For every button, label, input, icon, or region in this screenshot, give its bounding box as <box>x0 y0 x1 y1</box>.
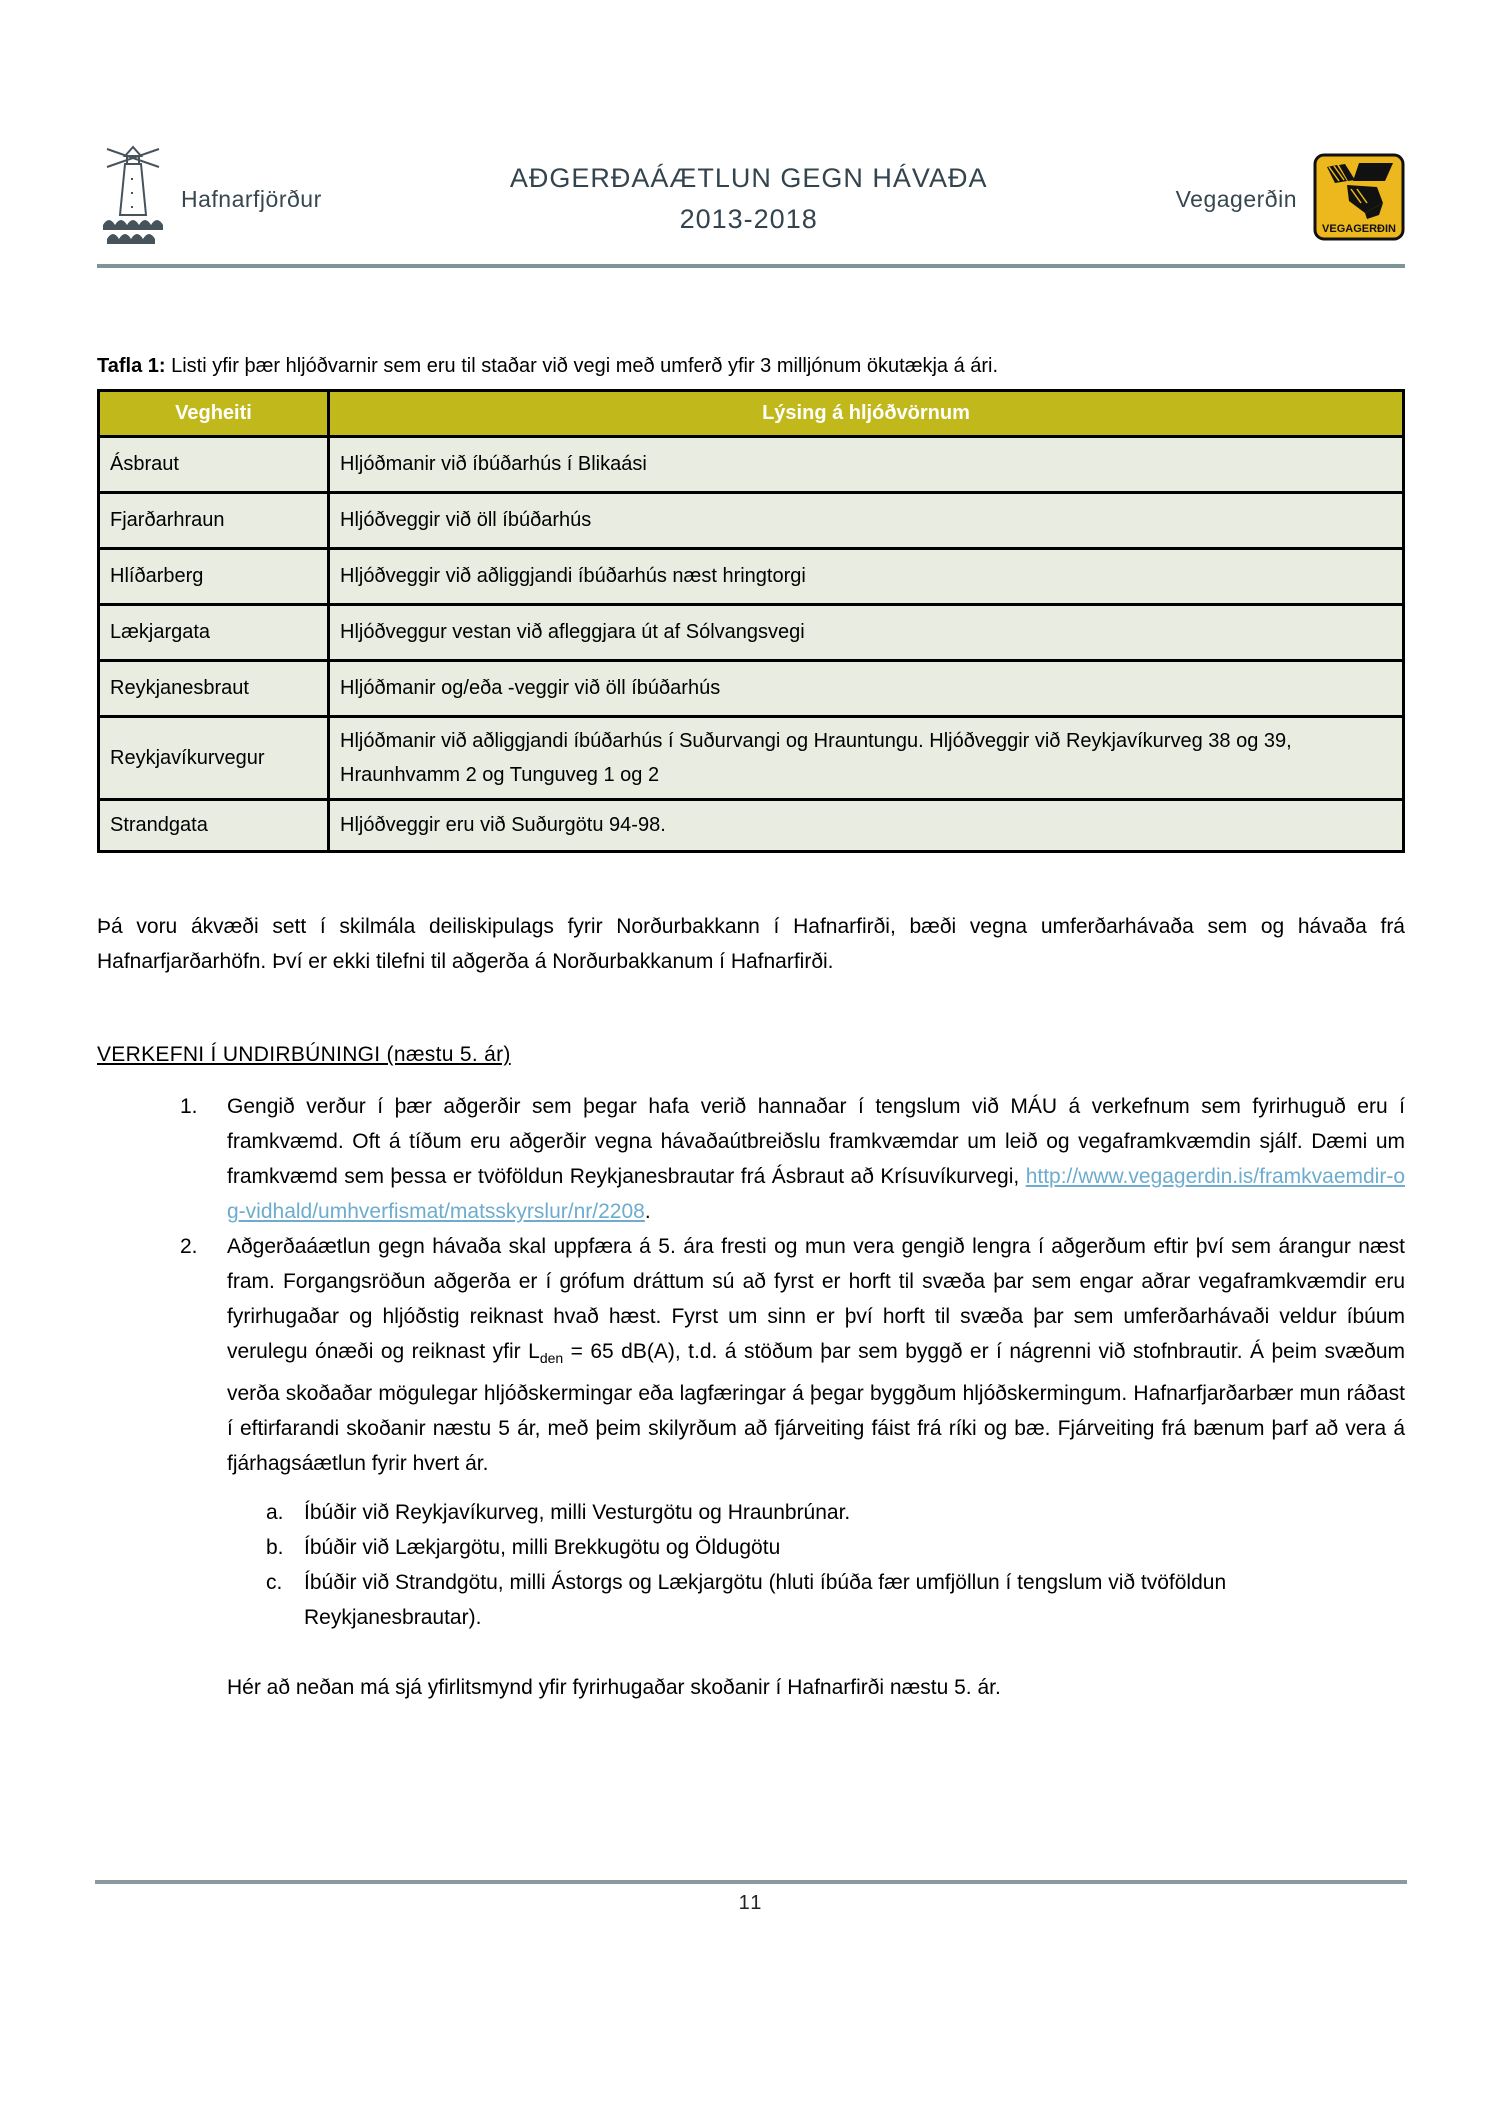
table-caption-label: Tafla 1: <box>97 355 166 377</box>
sub-item-text: Íbúðir við Reykjavíkurveg, milli Vesturgötu og Hraunbrúnar. <box>304 1501 851 1525</box>
lettered-sub-list <box>97 1495 1405 1635</box>
table-row <box>99 717 1404 800</box>
table-row <box>99 493 1404 549</box>
description-cell: Hljóðmanir við aðliggjandi íbúðarhús í Suðurvangi og Hrauntungu. Hljóðveggir við Reykjavíkurveg 38 og 39, Hraunhvamm 2 og Tunguveg 1 og 2 <box>329 717 1404 800</box>
list-item-number: 2. <box>180 1235 198 1258</box>
description-cell: Hljóðveggur vestan við afleggjara út af Sólvangsvegi <box>329 605 1404 661</box>
vegagerdin-report-link[interactable]: http://www.vegagerdin.is/framkvaemdir-og-vidhald/umhverfismat/matsskyrslur/nr/2208 <box>227 1165 1405 1223</box>
sub-item-letter: b. <box>266 1536 284 1560</box>
closing-paragraph: Hér að neðan má sjá yfirlitsmynd yfir fyrirhugaðar skoðanir í Hafnarfirði næstu 5. ár. <box>227 1676 1001 1700</box>
agency-block <box>1176 153 1405 246</box>
road-name-cell: Reykjanesbraut <box>99 661 329 717</box>
svg-text:VEGAGERÐIN: VEGAGERÐIN <box>1322 222 1396 235</box>
table-row <box>99 437 1404 493</box>
list-item-number: 1. <box>180 1095 198 1118</box>
item2-text-part2: = 65 dB(A), t.d. á stöðum þar sem byggð er í nágrenni við stofnbrautir. Á þeim svæðum verða skoðaðar mögulegar hljóðskermingar eða lagfæringar á þegar byggðum hljóðskermingum. Hafnarfjarðarbær mun ráðast í eftirfarandi skoðanir næstu 5 ár, með þeim skilyrðum að fjárveiting fáist frá ríki og bæ. Fjárveiting frá bænum þarf að vera á fjárhagsáætlun fyrir hvert ár. <box>227 1340 1405 1476</box>
table-header-row <box>99 391 1404 437</box>
column-header-vegheiti: Vegheiti <box>99 391 329 437</box>
page-number: 11 <box>738 1892 764 1914</box>
list-item-text <box>227 1229 1405 1481</box>
header-divider <box>97 264 1405 268</box>
table-row <box>99 605 1404 661</box>
item1-text-after-link: . <box>644 1200 651 1223</box>
road-name-cell: Fjarðarhraun <box>99 493 329 549</box>
document-title: AÐGERÐAÁÆTLUN GEGN HÁVAÐA <box>509 163 988 193</box>
municipality-block <box>97 141 322 258</box>
road-name-cell: Hlíðarberg <box>99 549 329 605</box>
sub-item-a <box>266 1495 1405 1530</box>
description-cell: Hljóðmanir við íbúðarhús í Blikaási <box>329 437 1404 493</box>
lden-subscript: den <box>539 1350 564 1367</box>
sub-item-letter: c. <box>266 1571 283 1595</box>
table-row <box>99 800 1404 852</box>
road-name-cell: Lækjargata <box>99 605 329 661</box>
sub-item-c <box>266 1565 1405 1635</box>
item1-text-before-link: Gengið verður í þær aðgerðir sem þegar hafa verið hannaðar í tengslum við MÁU á verkefnum sem fyrirhuguð eru í framkvæmd. Oft á tíðum eru aðgerðir vegna hávaðaútbreiðslu framkvæmdar um leið og vegaframkvæmdin sjálf. Dæmi um framkvæmd sem þessa er tvöföldun Reykjanesbrautar frá Ásbraut að Krísuvíkurvegi, <box>227 1095 1405 1188</box>
vegagerdin-logo-icon <box>1313 153 1405 246</box>
section-heading: VERKEFNI Í UNDIRBÚNINGI (næstu 5. ár) <box>97 1043 511 1066</box>
table-row <box>99 661 1404 717</box>
noise-barrier-table <box>97 389 1405 853</box>
list-item-2 <box>180 1229 1405 1481</box>
item2-text-part1: Aðgerðaáætlun gegn hávaða skal uppfæra á 5. ára fresti og mun vera gengið lengra í aðgerðum eftir því sem árangur næst fram. Forgangsröðun aðgerða er í grófum dráttum sú að fyrst er horft til svæða þar sem engar aðrar vegaframkvæmdir eru fyrirhugaðar og hljóðstig reiknast hvað hæst. Fyrst um sinn er því horft til svæða þar sem umferðarhávaði veldur íbúum verulegu ónæði og reiknast yfir L <box>227 1235 1405 1363</box>
sub-item-b <box>266 1530 1405 1565</box>
road-name-cell: Strandgata <box>99 800 329 852</box>
table-caption-text: Listi yfir þær hljóðvarnir sem eru til staðar við vegi með umferð yfir 3 milljónum ökutækja á ári. <box>165 355 999 377</box>
page-header <box>97 140 1405 258</box>
description-cell: Hljóðmanir og/eða -veggir við öll íbúðarhús <box>329 661 1404 717</box>
document-title-block <box>510 163 988 235</box>
footer-divider <box>95 1880 1407 1884</box>
description-cell: Hljóðveggir eru við Suðurgötu 94-98. <box>329 800 1404 852</box>
sub-item-text: Íbúðir við Strandgötu, milli Ástorgs og Lækjargötu (hluti íbúða fær umfjöllun í tengslum við tvöföldun Reykjanesbrautar). <box>304 1571 1227 1630</box>
document-subtitle: 2013-2018 <box>679 204 818 234</box>
list-item-1 <box>180 1089 1405 1229</box>
numbered-list <box>97 1089 1405 1705</box>
column-header-lysing: Lýsing á hljóðvörnum <box>329 391 1404 437</box>
table-row <box>99 549 1404 605</box>
road-name-cell: Reykjavíkurvegur <box>99 717 329 800</box>
agency-label: Vegagerðin <box>1175 185 1297 212</box>
list-item-text <box>227 1089 1405 1229</box>
sub-item-text: Íbúðir við Lækjargötu, milli Brekkugötu og Öldugötu <box>304 1536 781 1560</box>
nordurbakkinn-paragraph: Þá voru ákvæði sett í skilmála deiliskipulags fyrir Norðurbakkann í Hafnarfirði, bæði vegna umferðarhávaða sem og hávaða frá Hafnarfjarðarhöfn. Því er ekki tilefni til aðgerða á Norðurbakkanum í Hafnarfirði. <box>97 915 1405 973</box>
lighthouse-icon <box>97 141 169 258</box>
municipality-label: Hafnarfjörður <box>181 185 322 212</box>
sub-item-letter: a. <box>266 1501 284 1525</box>
table-caption <box>97 352 1405 380</box>
description-cell: Hljóðveggir við aðliggjandi íbúðarhús næst hringtorgi <box>329 549 1404 605</box>
page-footer <box>95 1880 1407 1915</box>
description-cell: Hljóðveggir við öll íbúðarhús <box>329 493 1404 549</box>
road-name-cell: Ásbraut <box>99 437 329 493</box>
